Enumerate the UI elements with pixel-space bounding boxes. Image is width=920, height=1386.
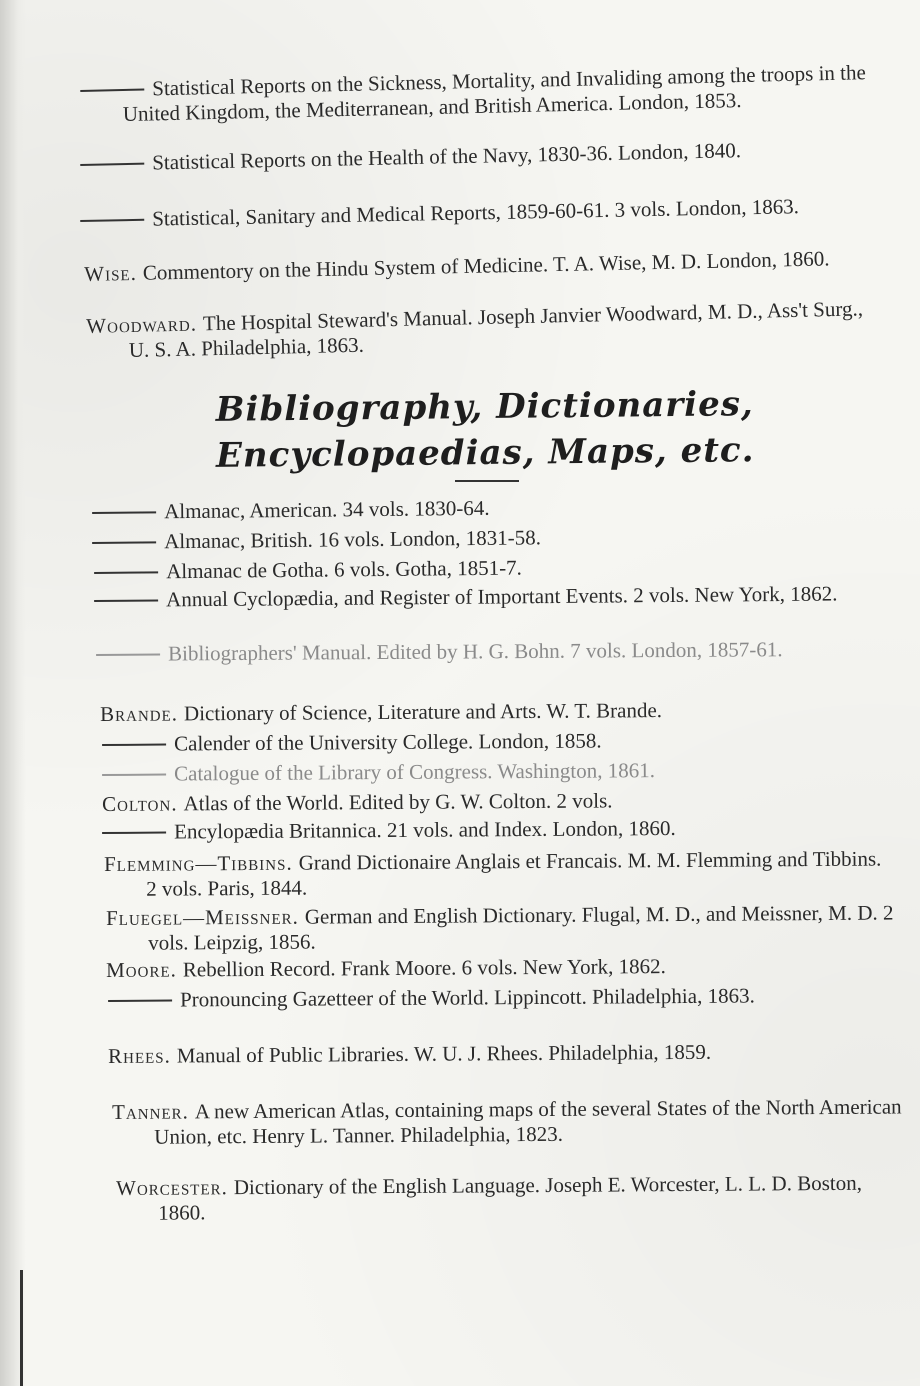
entry-author: Tanner. xyxy=(112,1099,189,1124)
entry-text: Calender of the University College. London, 1858. xyxy=(173,728,602,756)
ditto-dash xyxy=(80,219,144,222)
bibliography-entry xyxy=(80,135,880,177)
ditto-dash xyxy=(80,89,144,92)
bibliography-entry xyxy=(112,1094,902,1150)
bibliography-entry xyxy=(104,846,894,902)
entry-text: Catalogue of the Library of Congress. Washington, 1861. xyxy=(173,758,655,786)
entry-text: Almanac, British. 16 vols. London, 1831-58. xyxy=(163,525,542,554)
bibliography-entry xyxy=(102,786,892,817)
bibliography-entry xyxy=(100,696,890,727)
entry-text: A new American Atlas, containing maps of the several States of the North American Union, etc. Henry L. Tanner. Philadelphia, 1823. xyxy=(154,1094,902,1149)
heading-rule xyxy=(455,480,519,482)
ditto-dash xyxy=(96,654,160,656)
ditto-dash xyxy=(80,163,144,166)
ditto-dash xyxy=(108,1000,172,1002)
entry-text: German and English Dictionary. Flugal, M. D., and Meissner, M. D. 2 vols. Leipzig, 1856. xyxy=(148,900,894,955)
bibliography-entry xyxy=(108,982,898,1013)
bibliography-entry xyxy=(94,581,884,613)
entry-author: Fluegel—Meissner. xyxy=(106,904,299,930)
entry-text: Manual of Public Libraries. W. U. J. Rhees. Philadelphia, 1859. xyxy=(176,1039,712,1068)
bibliography-entry xyxy=(92,522,882,555)
entry-text: Pronouncing Gazetteer of the World. Lippincott. Philadelphia, 1863. xyxy=(179,983,755,1012)
bibliography-entry xyxy=(84,245,874,287)
entry-text: Almanac, American. 34 vols. 1830-64. xyxy=(163,495,490,524)
entry-author: Wise. xyxy=(84,260,138,286)
bibliography-entry xyxy=(106,952,896,983)
ditto-dash xyxy=(92,541,156,544)
entry-text: Bibliographers' Manual. Edited by H. G. Bohn. 7 vols. London, 1857-61. xyxy=(167,637,783,666)
ditto-dash xyxy=(94,599,158,602)
ditto-dash xyxy=(102,744,166,746)
bibliography-entry xyxy=(102,726,892,757)
entry-author: Brande. xyxy=(100,701,179,726)
entry-author: Woodward. xyxy=(86,311,198,338)
page-edge-shadow xyxy=(0,0,26,1386)
entry-text: Statistical Reports on the Health of the Navy, 1830-36. London, 1840. xyxy=(151,138,742,175)
bibliography-entry xyxy=(86,296,877,364)
entry-author: Colton. xyxy=(102,791,178,816)
entry-text: Commentory on the Hindu System of Medicine. T. A. Wise, M. D. London, 1860. xyxy=(142,246,830,285)
entry-text: Dictionary of Science, Literature and Arts. W. T. Brande. xyxy=(183,698,663,726)
entry-text: The Hospital Steward's Manual. Joseph Janvier Woodward, M. D., Ass't Surg., U. S. A. Philadelphia, 1863. xyxy=(128,296,864,363)
bibliography-entry xyxy=(80,193,880,233)
ditto-dash xyxy=(94,571,158,574)
entry-author: Rhees. xyxy=(108,1043,171,1068)
bibliography-entry xyxy=(116,1171,896,1226)
bibliography-entry xyxy=(102,814,892,845)
entry-text: Rebellion Record. Frank Moore. 6 vols. New York, 1862. xyxy=(182,954,666,982)
entry-text: Statistical, Sanitary and Medical Reports, 1859-60-61. 3 vols. London, 1863. xyxy=(151,194,800,231)
section-heading: Bibliography, Dictionaries, Encyclopaedias, Maps, etc. xyxy=(215,384,755,476)
bibliography-entry xyxy=(94,552,884,585)
entry-text: Dictionary of the English Language. Joseph E. Worcester, L. L. D. Boston, 1860. xyxy=(158,1170,863,1225)
bibliography-entry xyxy=(108,1038,898,1069)
bibliography-entry xyxy=(92,492,882,525)
entry-author: Worcester. xyxy=(116,1175,228,1200)
entry-text: Statistical Reports on the Sickness, Mortality, and Invaliding among the troops in the United Kingdom, the Mediterranean, and British America. London, 1853. xyxy=(122,60,867,127)
bibliography-entry xyxy=(102,756,892,787)
entry-author: Moore. xyxy=(106,957,177,982)
entry-text: Encylopædia Britannica. 21 vols. and Index. London, 1860. xyxy=(173,815,676,844)
entry-author: Flemming—Tibbins. xyxy=(104,850,293,876)
entry-text: Annual Cyclopædia, and Register of Important Events. 2 vols. New York, 1862. xyxy=(165,581,838,612)
entry-text: Atlas of the World. Edited by G. W. Colton. 2 vols. xyxy=(183,788,613,816)
entry-text: Almanac de Gotha. 6 vols. Gotha, 1851-7. xyxy=(165,555,522,584)
ditto-dash xyxy=(92,511,156,514)
page-edge-mark xyxy=(20,1270,23,1386)
bibliography-entry xyxy=(80,60,881,128)
bibliography-entry xyxy=(96,636,886,667)
bibliography-entry xyxy=(106,900,896,956)
ditto-dash xyxy=(102,774,166,776)
entry-text: Grand Dictionaire Anglais et Francais. M. M. Flemming and Tibbins. 2 vols. Paris, 1844. xyxy=(146,846,882,901)
ditto-dash xyxy=(102,832,166,834)
